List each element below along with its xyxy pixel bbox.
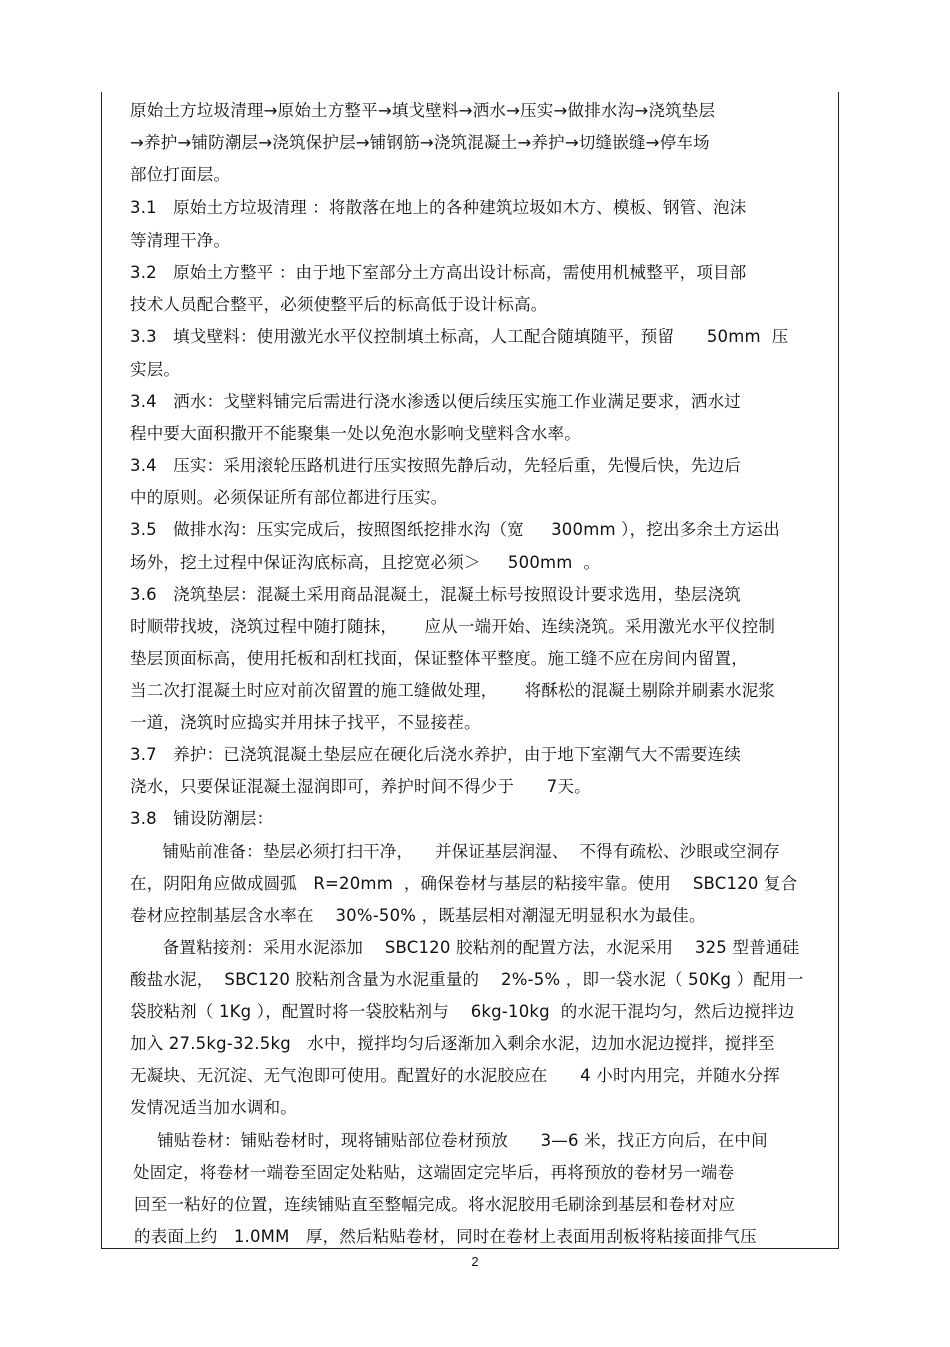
text-line: 时顺带找坡，浇筑过程中随打随抹， 应从一端开始、连续浇筑。采用激光水平仪控制: [130, 617, 776, 636]
text-line: 袋胶粘剂（ 1Kg ），配置时将一袋胶粘剂与 6kg-10kg 的水泥干混均匀，然后边搅拌边: [130, 1002, 795, 1021]
text-line: 发情况适当加水调和。: [130, 1098, 297, 1117]
text-line: 3.6 浇筑垫层：混凝土采用商品混凝土，混凝土标号按照设计要求选用，垫层浇筑: [130, 585, 741, 604]
text-line: 场外，挖土过程中保证沟底标高，且挖宽必须＞ 500mm 。: [130, 553, 601, 572]
text-line: 3.4 压实：采用滚轮压路机进行压实按照先静后动，先轻后重，先慢后快，先边后: [130, 456, 741, 475]
text-line: 垫层顶面标高，使用托板和刮杠找面，保证整体平整度。施工缝不应在房间内留置，: [130, 649, 748, 668]
page-number: 2: [471, 1254, 479, 1269]
text-line: 程中要大面积撒开不能聚集一处以免泡水影响戈壁料含水率。: [130, 424, 581, 443]
text-line: 3.3 填戈壁料：使用激光水平仪控制填土标高，人工配合随填随平，预留 50mm 压: [130, 327, 789, 346]
text-line: 技术人员配合整平，必须使整平后的标高低于设计标高。: [130, 295, 548, 314]
text-line: 3.5 做排水沟：压实完成后，按照图纸挖排水沟（宽 300mm ），挖出多余土方运出: [130, 520, 780, 539]
text-line: 处固定，将卷材一端卷至固定处粘贴，这端固定完毕后，再将预放的卷材另一端卷: [133, 1163, 735, 1182]
text-line: 一道，浇筑时应捣实并用抹子找平，不显接茬。: [130, 713, 481, 732]
text-line: 当二次打混凝土时应对前次留置的施工缝做处理， 将酥松的混凝土剔除并刷素水泥浆: [130, 681, 776, 700]
text-line: 3.1 原始土方垃圾清理 ：将散落在地上的各种建筑垃圾如木方、模板、钢管、泡沫: [130, 198, 747, 217]
text-line: 3.8 铺设防潮层：: [130, 809, 274, 828]
text-line: 卷材应控制基层含水率在 30%-50% ，既基层相对潮湿无明显积水为最佳。: [130, 906, 706, 925]
text-line: 备置粘接剂：采用水泥添加 SBC120 胶粘剂的配置方法，水泥采用 325 型普通硅: [130, 938, 800, 957]
text-line: 在，阴阳角应做成圆弧 R=20mm ，确保卷材与基层的粘接牢靠。使用 SBC120 复合: [130, 874, 798, 893]
text-line: 原始土方垃圾清理→原始土方整平→填戈壁料→洒水→压实→做排水沟→浇筑垫层: [130, 101, 716, 120]
text-line: 浇水，只要保证混凝土湿润即可，养护时间不得少于 7天。: [130, 777, 591, 796]
text-line: 加入 27.5kg-32.5kg 水中，搅拌均匀后逐渐加入剩余水泥，边加水泥边搅拌，搅拌至: [130, 1034, 775, 1053]
text-line: →养护→铺防潮层→浇筑保护层→铺钢筋→浇筑混凝土→养护→切缝嵌缝→停车场: [130, 133, 710, 152]
text-line: 的表面上约 1.0MM 厚，然后粘贴卷材，同时在卷材上表面用刮板将粘接面排气压: [134, 1227, 757, 1246]
text-line: 中的原则。必须保证所有部位都进行压实。: [130, 488, 448, 507]
text-line: 部位打面层。: [130, 165, 231, 184]
text-line: 回至一粘好的位置，连续铺贴直至整幅完成。将水泥胶用毛刷涂到基层和卷材对应: [134, 1195, 736, 1214]
text-line: 3.2 原始土方整平 ：由于地下室部分土方高出设计标高，需使用机械整平，项目部: [130, 263, 747, 282]
text-line: 实层。: [130, 360, 181, 379]
text-line: 3.7 养护：已浇筑混凝土垫层应在硬化后浇水养护，由于地下室潮气大不需要连续: [130, 745, 741, 764]
text-line: 无凝块、无沉淀、无气泡即可使用。配置好的水泥胶应在 4 小时内用完，并随水分挥: [130, 1066, 781, 1085]
text-line: 3.4 洒水：戈壁料铺完后需进行浇水渗透以便后续压实施工作业满足要求，洒水过: [130, 392, 741, 411]
text-line: 铺贴卷材：铺贴卷材时，现将铺贴部位卷材预放 3—6 米，找正方向后，在中间: [130, 1131, 768, 1150]
text-line: 铺贴前准备：垫层必须打扫干净， 并保证基层润湿、 不得有疏松、沙眼或空洞存: [130, 842, 780, 861]
text-line: 等清理干净。: [130, 231, 231, 250]
text-line: 酸盐水泥， SBC120 胶粘剂含量为水泥重量的 2%-5% ，即一袋水泥（ 50Kg ）配用一: [130, 970, 804, 989]
